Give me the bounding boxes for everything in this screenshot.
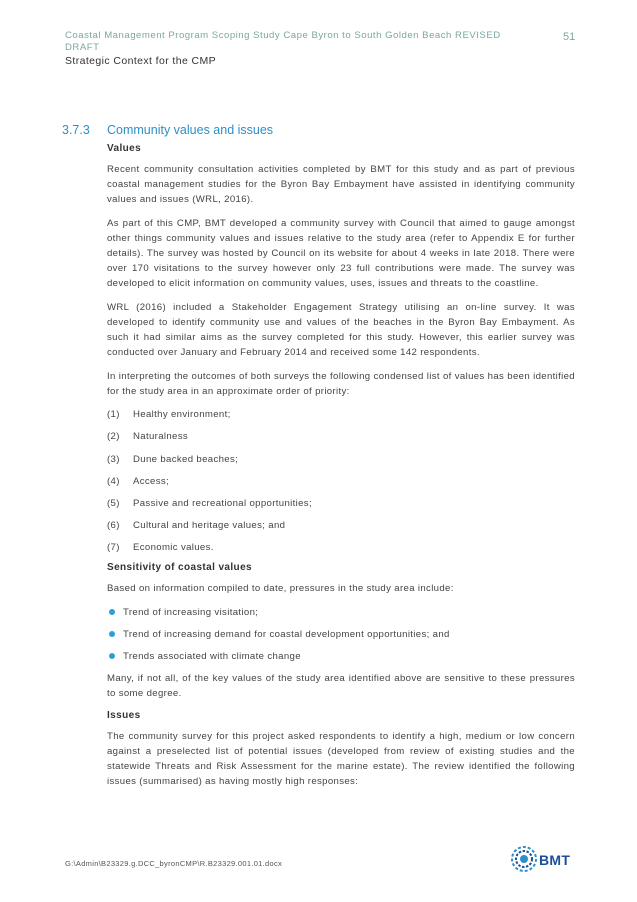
paragraph: Recent community consultation activities completed by BMT for this study and as part of previous coastal management studies for the Byron Bay Embayment have assisted in identifying community values and issues (WRL, 2016). xyxy=(107,164,575,206)
sensitivity-heading: Sensitivity of coastal values xyxy=(107,561,252,573)
list-number: (4) xyxy=(107,475,120,487)
list-item xyxy=(107,540,575,555)
list-number: (3) xyxy=(107,453,120,465)
values-list xyxy=(107,407,575,555)
pressures-list xyxy=(107,605,575,664)
paragraph: In interpreting the outcomes of both surveys the following condensed list of values has been identified for the study area in an approximate order of priority: xyxy=(107,370,575,397)
paragraph: As part of this CMP, BMT developed a community survey with Council that aimed to gauge amongst other things community values and issues relative to the study area (refer to Appendix E for further details). The survey was hosted by Council on its website for about 4 weeks in late 2018. There were over 170 visitations to the survey however only 23 full contributions were made. The survey was developed to elicit information on community values, uses, issues and threats to the coastline. xyxy=(107,217,575,290)
paragraph: Based on information compiled to date, pressures in the study area include: xyxy=(107,582,454,594)
bullet-icon xyxy=(109,653,115,659)
bullet-item xyxy=(107,649,575,664)
list-item xyxy=(107,496,575,511)
bullet-text: Trend of increasing visitation; xyxy=(123,606,259,618)
paragraph: Many, if not all, of the key values of the study area identified above are sensitive to these pressures to some degree. xyxy=(107,672,575,699)
chapter-subtitle: Strategic Context for the CMP xyxy=(65,55,217,67)
list-number: (5) xyxy=(107,497,120,509)
bullet-item xyxy=(107,605,575,620)
list-text: Access; xyxy=(133,475,170,487)
section-number: 3.7.3 xyxy=(62,123,90,137)
values-heading: Values xyxy=(107,143,142,154)
paragraph: WRL (2016) included a Stakeholder Engagement Strategy utilising an on-line survey. It was developed to identify community use and values of the beaches in the Byron Bay Embayment. As such it had similar aims as the survey completed for this study. However, this earlier survey was conducted over January and February 2014 and received some 142 respondents. xyxy=(107,301,575,359)
bullet-item xyxy=(107,627,575,642)
bmt-logo-icon xyxy=(510,845,538,873)
logo-text: BMT xyxy=(539,852,571,868)
list-text: Economic values. xyxy=(133,541,214,553)
list-number: (6) xyxy=(107,519,120,531)
document-title: Coastal Management Program Scoping Study Cape Byron to South Golden Beach REVISED DRAFT xyxy=(65,30,501,53)
list-number: (7) xyxy=(107,541,120,553)
list-text: Healthy environment; xyxy=(133,409,231,421)
paragraph: The community survey for this project asked respondents to identify a high, medium or low concern against a preselected list of potential issues (developed from review of existing studies and the statewide Threats and Risk Assessment for the marine estate). The review identified the following issues (summarised) as having mostly high responses: xyxy=(107,730,575,787)
bullet-text: Trends associated with climate change xyxy=(123,650,301,662)
section-heading xyxy=(62,123,575,137)
section-body xyxy=(107,143,575,789)
list-item xyxy=(107,407,575,422)
list-text: Cultural and heritage values; and xyxy=(133,519,286,531)
list-text: Naturalness xyxy=(133,431,189,443)
bullet-icon xyxy=(109,631,115,637)
page-content xyxy=(62,123,575,797)
bullet-icon xyxy=(109,609,115,615)
list-item xyxy=(107,518,575,533)
list-number: (1) xyxy=(107,409,120,421)
bullet-text: Trend of increasing demand for coastal development opportunities; and xyxy=(123,628,450,640)
bmt-logo xyxy=(510,843,580,875)
list-number: (2) xyxy=(107,431,120,443)
file-path: G:\Admin\B23329.g.DCC_byronCMP\R.B23329.001.01.docx xyxy=(65,859,283,868)
section-title: Community values and issues xyxy=(107,123,274,137)
list-item xyxy=(107,429,575,444)
list-text: Dune backed beaches; xyxy=(133,453,239,465)
list-text: Passive and recreational opportunities; xyxy=(133,497,312,509)
list-item xyxy=(107,452,575,467)
issues-heading: Issues xyxy=(107,709,141,721)
page-number: 51 xyxy=(563,31,576,43)
list-item xyxy=(107,474,575,489)
